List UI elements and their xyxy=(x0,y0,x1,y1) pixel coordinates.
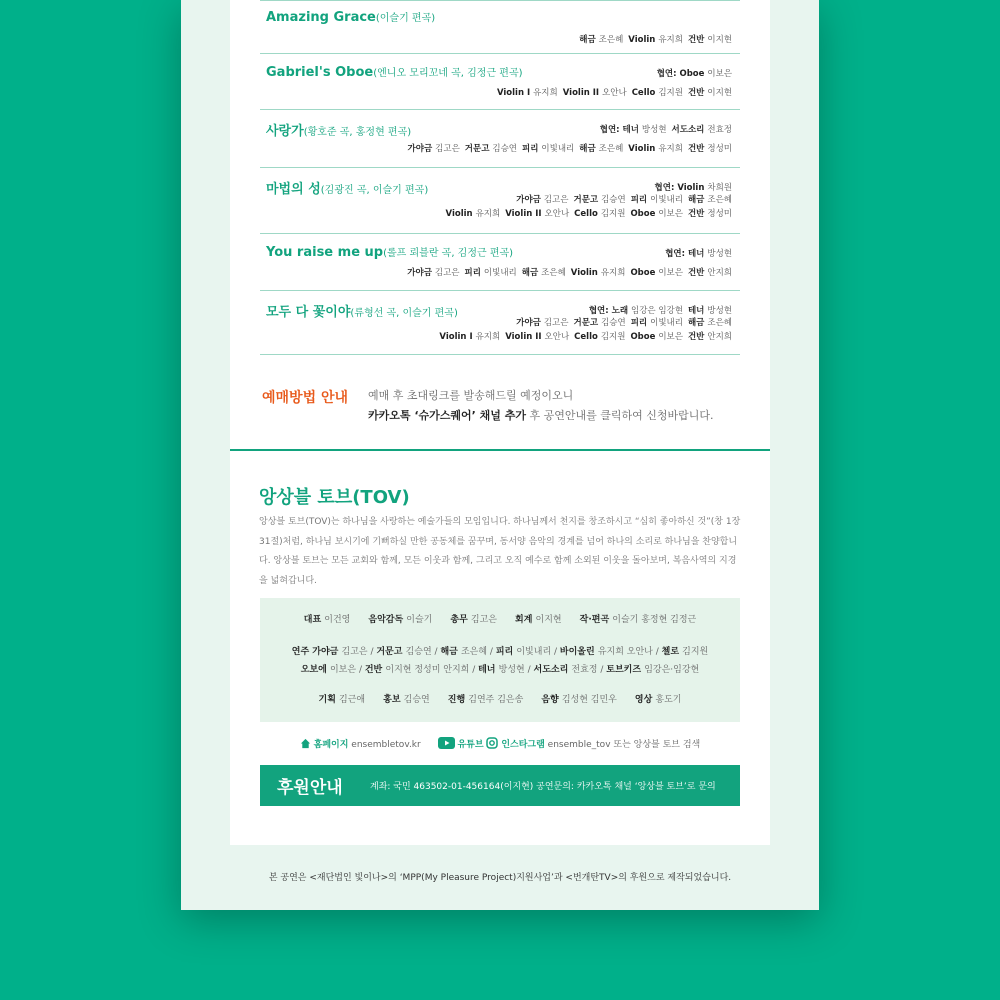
piece-name: 모두 다 꽃이야 xyxy=(266,305,351,320)
player: 이보은 xyxy=(658,268,683,278)
slash-divider: / xyxy=(431,647,441,657)
program-item xyxy=(260,168,740,234)
piece-name: Amazing Grace xyxy=(266,10,376,25)
collab-group xyxy=(655,183,732,193)
collab-group xyxy=(665,249,732,259)
staff-row xyxy=(260,662,740,675)
instrument: Violin xyxy=(445,209,476,219)
staff-entry xyxy=(319,695,366,705)
staff-role: 회계 xyxy=(515,615,536,625)
staff-name: 유지희 오안나 xyxy=(597,647,653,657)
staff-entry xyxy=(580,615,697,625)
slash-divider: / xyxy=(524,665,534,675)
performer xyxy=(688,144,732,154)
instrument: 건반 xyxy=(687,144,708,154)
performer-line xyxy=(446,193,732,207)
slash-divider: / xyxy=(487,647,496,657)
performers xyxy=(439,316,732,344)
player: 이빛내리 xyxy=(541,144,575,154)
collab-prefix: 협연: xyxy=(588,306,612,316)
performer-line xyxy=(439,330,732,344)
player: 조은혜 xyxy=(598,35,624,45)
instrument: 해금 xyxy=(579,144,599,154)
staff-entry xyxy=(662,647,709,657)
staff-name: 이지현 정성미 안지희 xyxy=(385,665,470,675)
piece-arranger: (류형선 곡, 이슬기 편곡) xyxy=(350,308,458,319)
performer xyxy=(505,332,569,342)
performer xyxy=(631,195,683,205)
staff-role: 음악감독 xyxy=(368,615,407,625)
player: 김지원 xyxy=(600,209,626,219)
instrument: Cello xyxy=(574,209,601,219)
collab-role: Violin xyxy=(677,183,708,193)
performer xyxy=(628,144,683,154)
player: 유지희 xyxy=(658,35,683,45)
player: 정성미 xyxy=(707,144,732,154)
player: 김승연 xyxy=(601,318,626,328)
sponsor-banner xyxy=(260,765,740,806)
staff-role: 오보에 xyxy=(300,665,330,675)
staff-role: 바이올린 xyxy=(559,647,598,657)
performer xyxy=(688,195,732,205)
player: 오안나 xyxy=(602,88,627,98)
collab-name: 차희원 xyxy=(707,183,732,193)
ticket-channel: 카카오톡 ‘슈가스퀘어’ 채널 추가 xyxy=(368,409,526,422)
performer-line xyxy=(408,142,732,156)
staff-entry xyxy=(478,665,525,675)
instrument: 피리 xyxy=(464,268,484,278)
program-item xyxy=(260,0,740,54)
instrument: 피리 xyxy=(522,144,542,154)
instrument: 가야금 xyxy=(516,195,544,205)
performers xyxy=(407,266,732,280)
slash-divider: / xyxy=(469,665,479,675)
slash-divider: / xyxy=(597,665,607,675)
performer xyxy=(505,209,569,219)
instrument: Oboe xyxy=(630,268,659,278)
instrument: 거문고 xyxy=(464,144,493,154)
collab-line xyxy=(655,181,732,193)
staff-entry xyxy=(635,695,682,705)
program-item xyxy=(260,291,740,355)
links-row xyxy=(230,737,770,752)
sponsor-detail: 계좌: 국민 463502-01-456164(이지현) 공연문의: 카카오톡 채널 ‘앙상블 토브’로 문의 xyxy=(370,782,716,792)
instrument: 피리 xyxy=(630,195,651,205)
piece-name: You raise me up xyxy=(266,245,384,260)
staff-name: 김고은 xyxy=(341,647,368,657)
staff-entry xyxy=(368,615,432,625)
staff-role: 토브키즈 xyxy=(606,665,645,675)
program-list xyxy=(260,0,740,355)
performer xyxy=(630,268,683,278)
staff-name: 이슬기 xyxy=(406,615,433,625)
performer xyxy=(407,268,459,278)
program-title xyxy=(266,244,513,260)
staff-name: 김승연 xyxy=(405,647,432,657)
performer xyxy=(688,209,732,219)
collab-prefix: 협연: xyxy=(654,183,678,193)
staff-name: 김연주 김은송 xyxy=(468,695,524,705)
instrument: 건반 xyxy=(687,35,708,45)
sponsor-label: 후원안내 xyxy=(277,778,343,798)
program-title xyxy=(266,178,428,197)
staff-row xyxy=(260,692,740,705)
staff-entry xyxy=(541,695,617,705)
performer-line xyxy=(439,316,732,330)
program-title xyxy=(266,9,435,25)
player: 이지현 xyxy=(707,88,732,98)
instrument: 가야금 xyxy=(407,268,435,278)
staff-name: 이지현 xyxy=(535,615,562,625)
staff-role: 작·편곡 xyxy=(579,615,613,625)
player: 유지희 xyxy=(475,209,501,219)
home-icon xyxy=(300,738,311,752)
slash-divider: / xyxy=(367,647,377,657)
instrument: 해금 xyxy=(579,35,599,45)
performer xyxy=(688,318,732,328)
staff-role: 대표 xyxy=(303,615,325,625)
performer xyxy=(631,318,683,328)
program-title xyxy=(266,301,458,320)
performer xyxy=(579,35,623,45)
player: 안지희 xyxy=(707,332,732,342)
player: 오안나 xyxy=(544,209,570,219)
performer xyxy=(408,144,460,154)
performer-line xyxy=(579,33,732,47)
collab-group xyxy=(672,125,732,135)
performer xyxy=(573,195,625,205)
collab-role: 노래 xyxy=(611,306,631,316)
staff-role: 홍보 xyxy=(383,695,404,705)
performer xyxy=(516,318,568,328)
collab-name: 임강은 임강현 xyxy=(631,306,683,316)
performer-line xyxy=(497,86,732,100)
instrument: 해금 xyxy=(687,195,708,205)
collab-group xyxy=(589,306,683,316)
section-divider xyxy=(230,449,770,451)
piece-arranger: (엔니오 모리꼬네 곡, 김정근 편곡) xyxy=(373,68,523,79)
ticket-line-2-rest: 후 공연안내를 클릭하여 신청바랍니다. xyxy=(525,409,714,422)
staff-role: 첼로 xyxy=(661,647,683,657)
performer xyxy=(630,332,683,342)
performer xyxy=(579,144,623,154)
instrument: 해금 xyxy=(687,318,708,328)
instrument: 건반 xyxy=(687,209,708,219)
player: 이빛내리 xyxy=(650,318,683,328)
instagram-icon xyxy=(486,737,498,752)
collab-role: Oboe xyxy=(679,69,708,79)
collab-name: 방성현 xyxy=(641,125,667,135)
performer xyxy=(688,35,732,45)
instrument: 해금 xyxy=(521,268,542,278)
piece-name: 사랑가 xyxy=(266,124,304,139)
collab-group xyxy=(657,69,732,79)
instrument: Violin I xyxy=(496,88,534,98)
collab-role: 테너 xyxy=(687,249,708,259)
staff-role: 영상 xyxy=(634,695,656,705)
performer xyxy=(574,209,625,219)
staff-name: 홍도기 xyxy=(655,695,682,705)
staff-name: 임강은·임강현 xyxy=(644,665,700,675)
instrument: Cello xyxy=(631,88,659,98)
instrument: 가야금 xyxy=(407,144,436,154)
staff-entry xyxy=(376,647,431,657)
player: 이빛내리 xyxy=(650,195,683,205)
performers-label: 연주 xyxy=(291,647,313,657)
staff-entry xyxy=(534,665,598,675)
performer-line xyxy=(446,207,732,221)
staff-name: 이건영 xyxy=(324,615,351,625)
staff-name: 방성현 xyxy=(498,665,525,675)
ticket-line-1: 예매 후 초대링크를 발송해드릴 예정이오니 xyxy=(368,389,574,402)
staff-entry xyxy=(301,665,356,675)
instagram-text: ensemble_tov 또는 앙상블 토브 검색 xyxy=(547,740,701,750)
collab-name: 전효정 xyxy=(707,125,732,135)
collab-prefix: 협연: xyxy=(656,69,680,79)
performer xyxy=(688,332,732,342)
performer xyxy=(522,268,566,278)
performer xyxy=(522,144,574,154)
staff-name: 김고은 xyxy=(470,615,498,625)
player: 정성미 xyxy=(707,209,732,219)
staff-entry xyxy=(440,647,487,657)
youtube-icon xyxy=(438,737,455,752)
player: 이빛내리 xyxy=(483,268,517,278)
staff-role: 총무 xyxy=(450,615,471,625)
program-item xyxy=(260,54,740,110)
performer xyxy=(516,195,568,205)
player: 김고은 xyxy=(543,318,569,328)
staff-entry xyxy=(515,615,562,625)
performer xyxy=(573,318,625,328)
staff-name: 이보은 xyxy=(329,665,357,675)
performer xyxy=(571,268,626,278)
staff-role: 진행 xyxy=(447,695,469,705)
staff-name: 조은혜 xyxy=(460,647,488,657)
home-url[interactable]: ensembletov.kr xyxy=(351,740,421,750)
slash-divider: / xyxy=(551,647,560,657)
instrument: Violin II xyxy=(562,88,603,98)
program-item xyxy=(260,234,740,291)
performer xyxy=(465,144,517,154)
staff-entry xyxy=(450,615,497,625)
collab-role: 테너 xyxy=(622,125,642,135)
staff-role: 테너 xyxy=(478,665,499,675)
collab-name: 방성현 xyxy=(707,306,732,316)
staff-role: 건반 xyxy=(364,665,386,675)
player: 김고은 xyxy=(435,144,460,154)
collab-line xyxy=(589,304,732,316)
player: 유지희 xyxy=(658,144,683,154)
instrument: Violin xyxy=(570,268,601,278)
staff-name: 김승연 xyxy=(403,695,430,705)
performer-line xyxy=(407,266,732,280)
piece-name: 마법의 성 xyxy=(266,182,321,197)
player: 안지희 xyxy=(707,268,732,278)
staff-entry xyxy=(312,647,367,657)
collab-line xyxy=(600,123,732,135)
instrument: Oboe xyxy=(630,332,659,342)
player: 유지희 xyxy=(533,88,558,98)
player: 김고은 xyxy=(434,268,460,278)
collab-prefix: 협연: xyxy=(599,125,623,135)
performer xyxy=(446,209,501,219)
player: 이보은 xyxy=(658,332,683,342)
instrument: 건반 xyxy=(687,88,708,98)
player: 유지희 xyxy=(475,332,501,342)
slash-divider: / xyxy=(356,665,365,675)
staff-entry xyxy=(606,665,699,675)
home-label: 홈페이지 xyxy=(313,740,349,750)
program-title xyxy=(266,64,523,80)
staff-name: 이빛내리 xyxy=(516,647,552,657)
staff-name: 이슬기 홍정현 김정근 xyxy=(612,615,697,625)
player: 조은혜 xyxy=(598,144,624,154)
player: 조은혜 xyxy=(707,318,732,328)
player: 김지원 xyxy=(600,332,626,342)
instrument: Violin II xyxy=(505,209,545,219)
collab-role: 서도소리 xyxy=(671,125,708,135)
staff-row xyxy=(260,644,740,657)
performer xyxy=(688,88,732,98)
performers xyxy=(408,142,732,156)
instrument: 건반 xyxy=(687,268,708,278)
player: 김지원 xyxy=(658,88,683,98)
staff-name: 김근애 xyxy=(339,695,366,705)
staff-entry xyxy=(304,615,351,625)
performer xyxy=(628,35,683,45)
player: 조은혜 xyxy=(707,195,732,205)
instrument: Violin II xyxy=(505,332,545,342)
poster-paper xyxy=(181,0,819,910)
player: 이보은 xyxy=(658,209,683,219)
piece-arranger: (황호준 곡, 홍정현 편곡) xyxy=(303,127,412,138)
staff-name: 전효정 xyxy=(571,665,598,675)
performers xyxy=(497,86,732,100)
instrument: 건반 xyxy=(687,332,708,342)
performers xyxy=(579,33,732,47)
footer-note: 본 공연은 <재단법인 빛이나>의 ‘MPP(My Pleasure Project)지원사업’과 <번개탄TV>의 후원으로 제작되었습니다. xyxy=(268,873,732,883)
performers xyxy=(446,193,732,221)
staff-role: 피리 xyxy=(495,647,517,657)
staff-role: 기획 xyxy=(318,695,340,705)
instrument: Oboe xyxy=(630,209,659,219)
player: 유지희 xyxy=(600,268,626,278)
performer xyxy=(465,268,517,278)
collab-line xyxy=(657,67,732,79)
collab-group xyxy=(600,125,667,135)
staff-role: 가야금 xyxy=(312,647,342,657)
collab-name: 이보은 xyxy=(707,69,732,79)
ticket-line-2 xyxy=(368,407,713,423)
program-item xyxy=(260,110,740,168)
staff-role: 음향 xyxy=(541,695,562,705)
staff-name: 김지원 xyxy=(682,647,709,657)
staff-entry xyxy=(383,695,430,705)
piece-arranger: (롤프 뢰블란 곡, 김정근 편곡) xyxy=(383,248,514,259)
staff-role: 해금 xyxy=(440,647,461,657)
collab-role: 테너 xyxy=(687,306,708,316)
staff-name: 김성현 김민우 xyxy=(561,695,617,705)
collab-name: 방성현 xyxy=(707,249,732,259)
instrument: Cello xyxy=(574,332,601,342)
player: 김승연 xyxy=(601,195,626,205)
instrument: Violin I xyxy=(439,332,476,342)
staff-box xyxy=(260,598,740,722)
performer xyxy=(439,332,500,342)
piece-arranger: (김광진 곡, 이슬기 편곡) xyxy=(320,185,429,196)
performer xyxy=(563,88,627,98)
instrument: 거문고 xyxy=(573,318,602,328)
performer xyxy=(497,88,558,98)
about-title: 앙상블 토브(TOV) xyxy=(259,487,410,508)
staff-role: 서도소리 xyxy=(533,665,572,675)
staff-entry xyxy=(496,647,551,657)
staff-entry xyxy=(560,647,653,657)
piece-arranger: (이슬기 편곡) xyxy=(375,13,436,24)
staff-entry xyxy=(448,695,524,705)
performer xyxy=(574,332,625,342)
collab-line xyxy=(665,247,732,259)
piece-name: Gabriel's Oboe xyxy=(266,65,374,80)
ticket-label: 예매방법 안내 xyxy=(262,390,349,406)
player: 김승연 xyxy=(492,144,518,154)
player: 오안나 xyxy=(544,332,570,342)
slash-divider: / xyxy=(652,647,662,657)
instrument: 거문고 xyxy=(573,195,602,205)
staff-role: 거문고 xyxy=(376,647,406,657)
staff-entry xyxy=(365,665,470,675)
performer xyxy=(630,209,683,219)
instrument: Violin xyxy=(628,144,659,154)
youtube-label[interactable]: 유튜브 xyxy=(457,740,484,750)
player: 이지현 xyxy=(707,35,732,45)
player: 조은혜 xyxy=(541,268,566,278)
performer xyxy=(688,268,732,278)
instrument: Violin xyxy=(628,35,659,45)
instagram-label[interactable]: 인스타그램 xyxy=(501,740,545,750)
performer xyxy=(632,88,683,98)
program-title xyxy=(266,120,411,139)
staff-row xyxy=(260,612,740,625)
collab-group xyxy=(688,306,732,316)
about-body: 앙상블 토브(TOV)는 하나님을 사랑하는 예술가들의 모임입니다. 하나님께서 천지를 창조하시고 “심히 좋아하신 것”(창 1장 31절)처럼, 하나님 보시기에 기뻐하실 만한 공동체를 꿈꾸며, 동서양 음악의 경계를 넘어 하나의 소리로 하나님을 찬양합니다. 앙상블 토브는 모든 교회와 함께, 모든 이웃과 함께, 그리고 오직 예수로 함께 소외된 이웃을 돌아보며, 복음사역의 지경을 넓혀갑니다. xyxy=(259,517,741,586)
collab-prefix: 협연: xyxy=(665,249,688,259)
instrument: 가야금 xyxy=(516,318,544,328)
content-card xyxy=(230,0,770,845)
player: 김고은 xyxy=(543,195,569,205)
instrument: 피리 xyxy=(630,318,651,328)
